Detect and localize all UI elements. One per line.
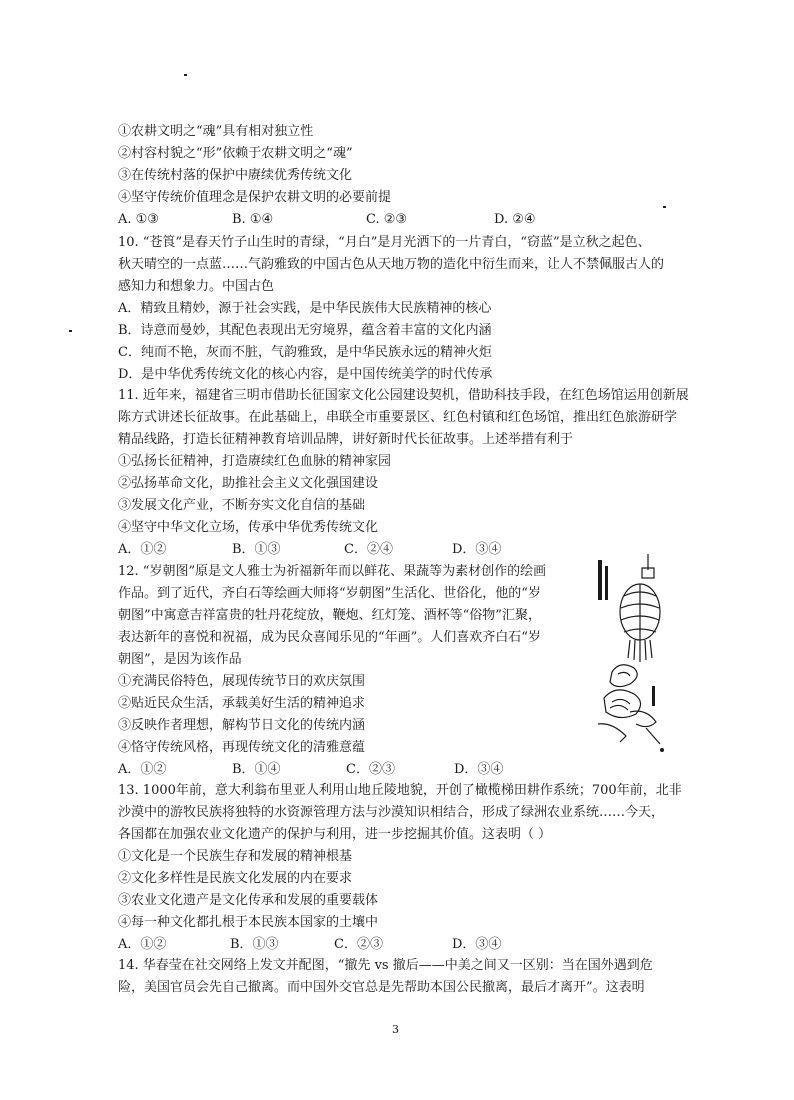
q12-stem-4: 表达新年的喜悦和祝福，成为民众喜闻乐见的“年画”。人们喜欢齐白石“岁 bbox=[118, 630, 541, 645]
q12-stem-2: 作品。到了近代，齐白石等绘画大师将“岁朝图”生活化、世俗化，他的“岁 bbox=[118, 586, 541, 601]
q13-option-b: B．①③ bbox=[230, 937, 279, 952]
q9-option-d: D. ②④ bbox=[494, 212, 536, 227]
page-number: 3 bbox=[392, 1023, 399, 1036]
q11-option-b: B．①③ bbox=[232, 542, 281, 557]
q11-option-a: A．①② bbox=[118, 542, 167, 557]
q11-option-c: C．②④ bbox=[344, 542, 393, 557]
q9-item-4: ④坚守传统价值理念是保护农耕文明的必要前提 bbox=[118, 190, 392, 205]
q12-item-3: ③反映作者理想，解构节日文化的传统内涵 bbox=[118, 718, 366, 733]
suichao-painting-illustration bbox=[590, 552, 670, 757]
q13-option-d: D．③④ bbox=[452, 937, 502, 952]
q9-item-3: ③在传统村落的保护中赓续优秀传统文化 bbox=[118, 168, 353, 183]
q10-stem-1: 10. “苍筤”是春天竹子山生时的青绿，“月白”是月光洒下的一片青白，“窃蓝”是立秋之起色、 bbox=[118, 235, 651, 250]
q13-item-2: ②文化多样性是民族文化发展的内在要求 bbox=[118, 871, 353, 886]
q12-stem-3: 朝图”中寓意吉祥富贵的牡丹花绽放，鞭炮、红灯笼、酒杯等“俗物”汇聚， bbox=[118, 608, 541, 623]
q14-stem-1: 14. 华春莹在社交网络上发文并配图，“撤先 vs 撤后——中美之间又一区别：当在国外遇到危 bbox=[118, 958, 653, 973]
q10-option-b: B．诗意而曼妙，其配色表现出无穷境界，蕴含着丰富的文化内涵 bbox=[118, 323, 492, 338]
q11-item-1: ①弘扬长征精神，打造赓续红色血脉的精神家园 bbox=[118, 454, 392, 469]
q11-item-3: ③发展文化产业，不断夯实文化自信的基础 bbox=[118, 498, 366, 513]
q11-item-4: ④坚守中华文化立场，传承中华优秀传统文化 bbox=[118, 520, 379, 535]
q12-item-2: ②贴近民众生活，承载美好生活的精神追求 bbox=[118, 696, 366, 711]
q11-option-d: D．③④ bbox=[452, 542, 502, 557]
q10-option-d: D．是中华优秀传统文化的核心内容，是中国传统美学的时代传承 bbox=[118, 367, 493, 382]
q9-item-2: ②村容村貌之“形”依赖于农耕文明之“魂” bbox=[118, 146, 353, 161]
q12-item-4: ④恪守传统风格，再现传统文化的清雅意蕴 bbox=[118, 740, 366, 755]
q12-option-a: A．①② bbox=[118, 762, 167, 777]
q13-stem-1: 13. 1000年前，意大利翁布里亚人利用山地丘陵地貌，开创了橄榄梯田耕作系统；700年前，北非 bbox=[118, 783, 682, 798]
q13-stem-3: 各国都在加强农业文化遗产的保护与利用，进一步挖掘其价值。这表明（ ） bbox=[118, 827, 552, 842]
q9-option-b: B. ①④ bbox=[232, 212, 274, 227]
q13-item-4: ④每一种文化都扎根于本民族本国家的土壤中 bbox=[118, 915, 379, 930]
q10-option-c: C．纯而不艳，灰而不脏，气韵雅致，是中华民族永远的精神火炬 bbox=[118, 345, 492, 360]
q11-item-2: ②弘扬革命文化，助推社会主义文化强国建设 bbox=[118, 476, 379, 491]
q10-option-a: A．精致且精妙，源于社会实践，是中华民族伟大民族精神的核心 bbox=[118, 301, 492, 316]
q13-item-3: ③农业文化遗产是文化传承和发展的重要载体 bbox=[118, 893, 379, 908]
q12-option-c: C．②③ bbox=[346, 762, 395, 777]
q13-item-1: ①文化是一个民族生存和发展的精神根基 bbox=[118, 849, 353, 864]
q10-stem-3: 感知力和想象力。中国古色 bbox=[118, 279, 275, 294]
q12-item-1: ①充满民俗特色，展现传统节日的欢庆氛围 bbox=[118, 674, 366, 689]
q13-option-a: A．①② bbox=[118, 937, 167, 952]
q13-stem-2: 沙漠中的游牧民族将独特的水资源管理方法与沙漠知识相结合，形成了绿洲农业系统……今天， bbox=[118, 805, 665, 820]
q12-option-b: B．①④ bbox=[232, 762, 281, 777]
q14-stem-2: 险，美国官员会先自己撤离。而中国外交官总是先帮助本国公民撤离，最后才离开”。这表明 bbox=[118, 980, 645, 995]
scan-speck bbox=[69, 330, 72, 332]
scan-speck bbox=[184, 74, 187, 76]
q12-stem-5: 朝图”，是因为该作品 bbox=[118, 652, 242, 667]
q12-option-d: D．③④ bbox=[454, 762, 504, 777]
q11-stem-3: 精品线路，打造长征精神教育培训品牌，讲好新时代长征故事。上述举措有利于 bbox=[118, 432, 574, 447]
q11-stem-1: 11. 近年来，福建省三明市借助长征国家文化公园建设契机，借助科技手段，在红色场馆运用创新展 bbox=[118, 388, 689, 403]
q13-option-c: C．②③ bbox=[334, 937, 383, 952]
q9-option-a: A. ①③ bbox=[118, 212, 159, 227]
q12-stem-1: 12. “岁朝图”原是文人雅士为祈福新年而以鲜花、果蔬等为素材创作的绘画 bbox=[118, 564, 547, 579]
q9-option-c: C. ②③ bbox=[366, 212, 408, 227]
q11-stem-2: 陈方式讲述长征故事。在此基础上，串联全市重要景区、红色村镇和红色场馆，推出红色旅游研学 bbox=[118, 410, 678, 425]
q10-stem-2: 秋天晴空的一点蓝……气韵雅致的中国古色从天地万物的造化中衍生而来，让人不禁佩服古人的 bbox=[118, 257, 665, 272]
scan-speck bbox=[663, 206, 666, 208]
q9-item-1: ①农耕文明之“魂”具有相对独立性 bbox=[118, 124, 314, 139]
